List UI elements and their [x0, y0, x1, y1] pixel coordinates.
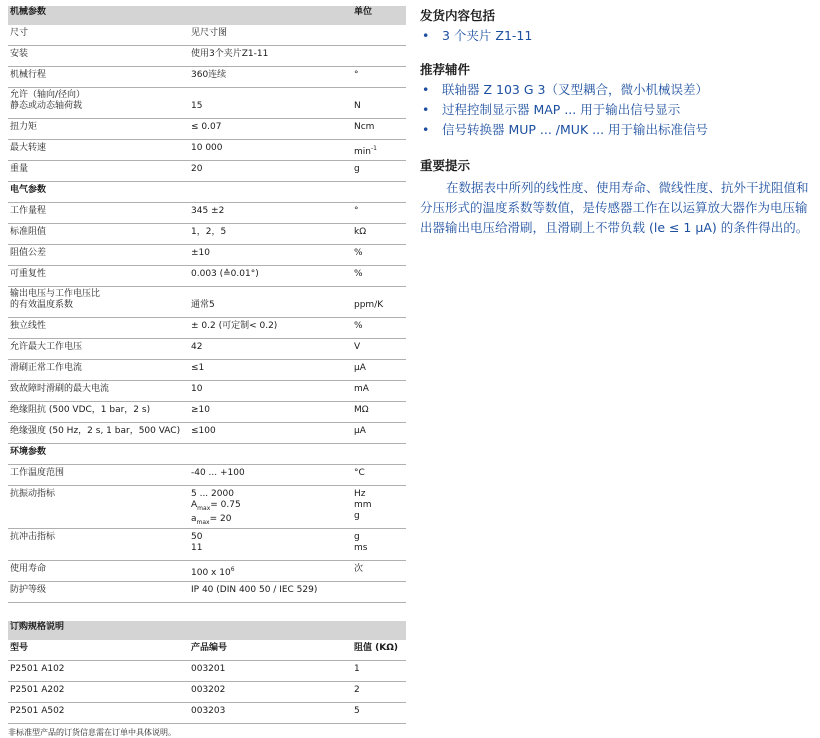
info-section	[420, 6, 815, 238]
table-row	[8, 245, 406, 266]
table-row	[8, 661, 406, 682]
param-unit: g	[352, 161, 406, 182]
order-model: P2501 A502	[8, 703, 189, 724]
param-value: 50 11	[189, 529, 352, 561]
table-row	[8, 266, 406, 287]
param-name: 尺寸	[8, 25, 189, 46]
param-name: 允许最大工作电压	[8, 339, 189, 360]
param-name: 工作量程	[8, 203, 189, 224]
param-value: 10 000	[189, 140, 352, 161]
param-name-line: 的有效温度系数	[10, 300, 74, 310]
param-unit: kΩ	[352, 224, 406, 245]
param-name: 使用寿命	[8, 561, 189, 582]
table-row	[8, 465, 406, 486]
table-row	[8, 360, 406, 381]
table-row	[8, 381, 406, 402]
param-unit: μA	[352, 423, 406, 444]
param-unit: g ms	[352, 529, 406, 561]
param-name: 独立线性	[8, 318, 189, 339]
param-value: ≤1	[189, 360, 352, 381]
param-unit: 次	[352, 561, 406, 582]
order-resistance: 1	[352, 661, 406, 682]
param-unit: μA	[352, 360, 406, 381]
table-row	[8, 423, 406, 444]
table-row	[8, 67, 406, 88]
param-unit: ppm/K	[352, 287, 406, 318]
spec-section	[8, 6, 406, 738]
order-model: P2501 A202	[8, 682, 189, 703]
list-item: • 过程控制显示器 MAP ... 用于输出信号显示	[420, 100, 815, 120]
order-number: 003202	[189, 682, 352, 703]
param-name-line: 允许（轴向/径向）	[10, 90, 86, 100]
env-header-row	[8, 444, 406, 465]
table-row	[8, 25, 406, 46]
param-unit: N	[352, 88, 406, 119]
param-value: 见尺寸图	[189, 25, 352, 46]
param-value: 使用3个夹片Z1-11	[189, 46, 352, 67]
elec-header: 电气参数	[8, 182, 406, 203]
table-row	[8, 161, 406, 182]
list-item: • 3 个夹片 Z1-11	[420, 26, 815, 46]
table-row	[8, 582, 406, 603]
param-value: -40 ... +100	[189, 465, 352, 486]
table-row	[8, 140, 406, 161]
table-row	[8, 402, 406, 423]
order-title: 订购规格说明	[8, 621, 406, 640]
order-col-header: 产品编号	[189, 640, 352, 661]
table-row	[8, 682, 406, 703]
table-row	[8, 119, 406, 140]
param-unit: °C	[352, 465, 406, 486]
param-value: 360连续	[189, 67, 352, 88]
table-row	[8, 287, 406, 318]
param-value: ± 0.2 (可定制< 0.2)	[189, 318, 352, 339]
order-header-row	[8, 640, 406, 661]
param-unit: V	[352, 339, 406, 360]
table-row	[8, 46, 406, 67]
param-name: 最大转速	[8, 140, 189, 161]
order-model: P2501 A102	[8, 661, 189, 682]
order-number: 003201	[189, 661, 352, 682]
param-value: 0.003 (≙0.01°)	[189, 266, 352, 287]
param-unit: MΩ	[352, 402, 406, 423]
order-resistance: 5	[352, 703, 406, 724]
table-row	[8, 486, 406, 529]
unit-header: 单位	[352, 6, 406, 25]
param-name: 阻值公差	[8, 245, 189, 266]
param-unit	[352, 46, 406, 67]
param-unit: Ncm	[352, 119, 406, 140]
mech-header-row	[8, 6, 406, 25]
table-row	[8, 561, 406, 582]
delivery-title: 发货内容包括	[420, 8, 496, 23]
mech-header: 机械参数	[8, 6, 189, 25]
order-table	[8, 621, 406, 724]
param-name: 致故障时滑刷的最大电流	[8, 381, 189, 402]
param-unit: %	[352, 245, 406, 266]
param-unit: °	[352, 203, 406, 224]
table-row	[8, 224, 406, 245]
param-value: 1，2，5	[189, 224, 352, 245]
accessories-list	[420, 80, 815, 140]
param-value: 15	[189, 88, 352, 119]
table-row	[8, 703, 406, 724]
table-row	[8, 203, 406, 224]
param-name-line: 输出电压与工作电压比	[10, 289, 101, 299]
param-unit	[352, 25, 406, 46]
param-name: 抗振动指标	[8, 486, 189, 529]
param-name: 抗冲击指标	[8, 529, 189, 561]
param-unit: %	[352, 318, 406, 339]
param-name: 机械行程	[8, 67, 189, 88]
env-header: 环境参数	[8, 444, 406, 465]
spec-table	[8, 6, 406, 603]
param-name: 防护等级	[8, 582, 189, 603]
param-value: 100 x $10^6$	[189, 561, 352, 582]
notice-title: 重要提示	[420, 158, 471, 173]
param-value: 10	[189, 381, 352, 402]
param-unit: $\min^{-1}$	[352, 140, 406, 161]
order-col-header: 型号	[8, 640, 189, 661]
notice-text: 在数据表中所列的线性度、使用寿命、微线性度、抗外干扰阻值和分压形式的温度系数等数值，是传感器工作在以运算放大器作为电压输出器输出电压给滑刷，且滑刷上不带负载 (le ≤ 1 μA) 的条件得出的。	[420, 180, 809, 235]
param-name: 安装	[8, 46, 189, 67]
list-item: • 信号转换器 MUP ... /MUK ... 用于输出标准信号	[420, 120, 815, 140]
list-item: • 联轴器 Z 103 G 3（叉型耦合，微小机械误差）	[420, 80, 815, 100]
order-resistance: 2	[352, 682, 406, 703]
param-unit: °	[352, 67, 406, 88]
table-row	[8, 339, 406, 360]
param-value: IP 40 (DIN 400 50 / IEC 529)	[189, 582, 352, 603]
table-row	[8, 88, 406, 119]
param-name: 标准阻值	[8, 224, 189, 245]
param-name-line: 静态或动态轴荷载	[10, 101, 83, 111]
param-value: 通常5	[189, 287, 352, 318]
param-name	[8, 287, 189, 318]
param-value: ≤100	[189, 423, 352, 444]
param-name: 可重复性	[8, 266, 189, 287]
order-number: 003203	[189, 703, 352, 724]
param-name	[8, 88, 189, 119]
param-unit: mA	[352, 381, 406, 402]
table-row	[8, 529, 406, 561]
param-value: 42	[189, 339, 352, 360]
param-value: ≤ 0.07	[189, 119, 352, 140]
delivery-list	[420, 26, 815, 46]
param-name: 重量	[8, 161, 189, 182]
param-value: 345 ±2	[189, 203, 352, 224]
table-row	[8, 318, 406, 339]
elec-header-row	[8, 182, 406, 203]
param-unit: %	[352, 266, 406, 287]
order-note: 非标准型产品的订货信息需在订单中具体说明。	[8, 728, 176, 737]
param-name: 绝缘阻抗 (500 VDC，1 bar，2 s)	[8, 402, 189, 423]
param-value: ±10	[189, 245, 352, 266]
param-unit: Hz mm g	[352, 486, 406, 529]
param-value: 20	[189, 161, 352, 182]
order-title-row	[8, 621, 406, 640]
param-name: 工作温度范围	[8, 465, 189, 486]
param-name: 扭力矩	[8, 119, 189, 140]
order-col-header: 阻值 (KΩ)	[352, 640, 406, 661]
param-name: 滑刷正常工作电流	[8, 360, 189, 381]
param-value: 5 ... 2000 $A_{max}= 0.75$ $a_{max}= 20$	[189, 486, 352, 529]
accessories-title: 推荐辅件	[420, 62, 471, 77]
param-name: 绝缘强度 (50 Hz，2 s, 1 bar，500 VAC)	[8, 423, 189, 444]
param-value: ≥10	[189, 402, 352, 423]
param-unit	[352, 582, 406, 603]
